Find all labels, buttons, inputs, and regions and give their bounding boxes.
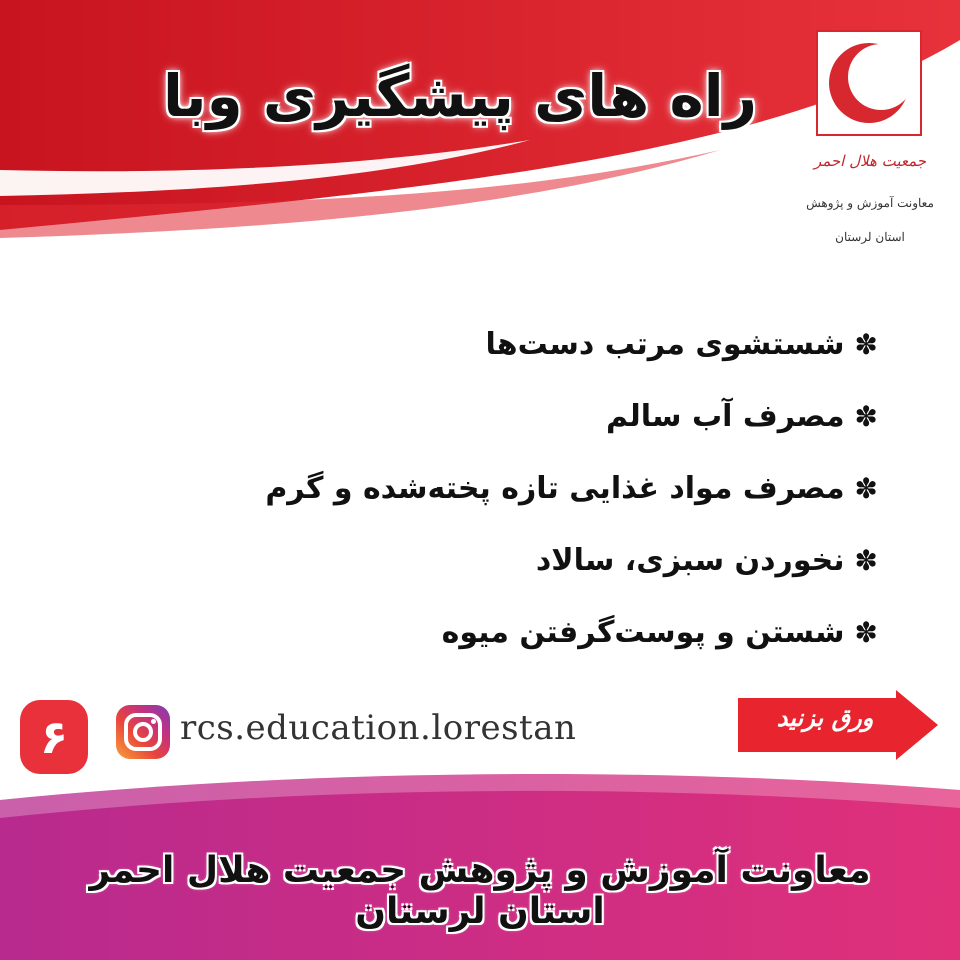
list-item-text: شستشوی مرتب دست‌ها <box>485 326 845 362</box>
logo-line2: استان لرستان <box>835 230 905 244</box>
prevention-list <box>258 308 878 668</box>
crescent-icon <box>818 32 920 134</box>
list-item <box>258 596 878 668</box>
page-number-badge: ۶ <box>20 700 88 774</box>
list-item-text: شستن و پوست‌گرفتن میوه <box>441 614 845 650</box>
list-item <box>258 380 878 452</box>
list-item-text: مصرف مواد غذایی تازه پخته‌شده و گرم <box>265 470 845 506</box>
footer-text: معاونت آموزش و پژوهش جمعیت هلال احمر استان لرستان <box>89 850 871 932</box>
list-item-text: مصرف آب سالم <box>606 398 845 434</box>
instagram-icon[interactable] <box>116 705 170 759</box>
asterisk-icon: ✽ <box>854 471 878 505</box>
list-item <box>258 308 878 380</box>
list-item <box>258 452 878 524</box>
instagram-handle[interactable]: rcs.education.lorestan <box>180 708 577 748</box>
page-title: راه های پیشگیری وبا <box>163 62 757 130</box>
asterisk-icon: ✽ <box>854 399 878 433</box>
swipe-label: ورق بزنید <box>776 704 874 732</box>
list-item <box>258 524 878 596</box>
asterisk-icon: ✽ <box>854 615 878 649</box>
red-crescent-logo <box>816 30 922 136</box>
asterisk-icon: ✽ <box>854 543 878 577</box>
list-item-text: نخوردن سبزی، سالاد <box>535 542 845 578</box>
asterisk-icon: ✽ <box>854 327 878 361</box>
logo-name: جمعیت هلال احمر <box>813 152 927 170</box>
logo-line1: معاونت آموزش و پژوهش <box>806 196 934 210</box>
